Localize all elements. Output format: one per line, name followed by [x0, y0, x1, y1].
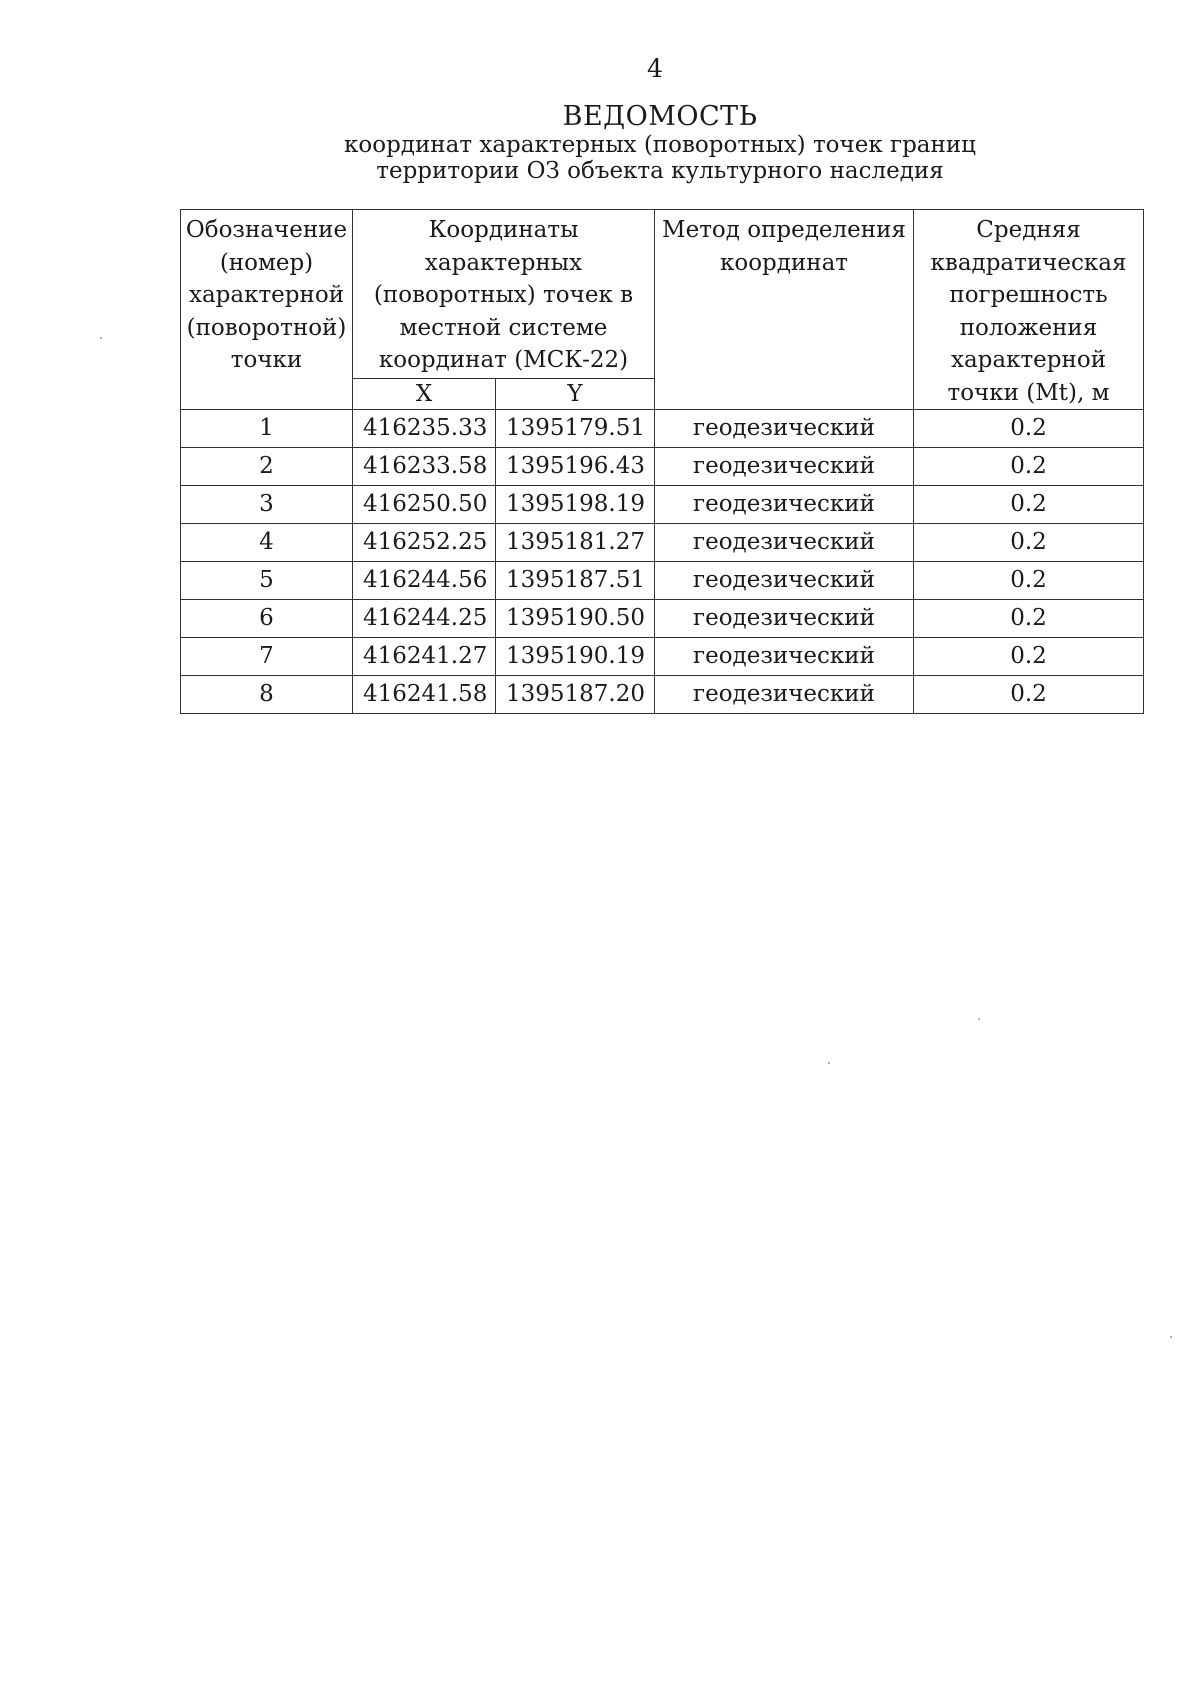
document-subtitle-line-1: координат характерных (поворотных) точек границ [344, 132, 976, 158]
cell-accuracy: 0.2 [914, 410, 1144, 448]
cell-point: 6 [181, 600, 353, 638]
header-point-designation: Обозначение (номер) характерной (поворотной) точки [181, 210, 353, 410]
header-accuracy: Средняя квадратическая погрешность положения характерной точки (Mt), м [914, 210, 1144, 410]
cell-y: 1395190.50 [496, 600, 655, 638]
cell-point: 8 [181, 676, 353, 714]
cell-y: 1395179.51 [496, 410, 655, 448]
title-block [300, 102, 1020, 184]
cell-point: 2 [181, 448, 353, 486]
cell-x: 416233.58 [353, 448, 496, 486]
cell-y: 1395181.27 [496, 524, 655, 562]
scan-speck [100, 337, 102, 339]
table-row [181, 676, 1144, 714]
table-row [181, 524, 1144, 562]
cell-accuracy: 0.2 [914, 448, 1144, 486]
cell-x: 416244.56 [353, 562, 496, 600]
cell-y: 1395198.19 [496, 486, 655, 524]
cell-y: 1395187.20 [496, 676, 655, 714]
cell-method: геодезический [655, 524, 914, 562]
scan-speck [978, 1018, 980, 1020]
cell-method: геодезический [655, 448, 914, 486]
cell-x: 416250.50 [353, 486, 496, 524]
cell-accuracy: 0.2 [914, 638, 1144, 676]
cell-point: 5 [181, 562, 353, 600]
header-x: X [353, 378, 496, 409]
cell-accuracy: 0.2 [914, 486, 1144, 524]
header-method: Метод определения координат [655, 210, 914, 410]
cell-accuracy: 0.2 [914, 562, 1144, 600]
coordinates-table [180, 209, 1144, 714]
cell-y: 1395187.51 [496, 562, 655, 600]
cell-point: 7 [181, 638, 353, 676]
cell-method: геодезический [655, 638, 914, 676]
cell-x: 416252.25 [353, 524, 496, 562]
table-row [181, 638, 1144, 676]
cell-method: геодезический [655, 600, 914, 638]
table-row [181, 410, 1144, 448]
scan-speck [828, 1062, 830, 1064]
cell-x: 416241.27 [353, 638, 496, 676]
cell-x: 416244.25 [353, 600, 496, 638]
document-title: ВЕДОМОСТЬ [562, 101, 758, 132]
cell-method: геодезический [655, 676, 914, 714]
scan-speck [1170, 1336, 1172, 1338]
header-coordinates: Координаты характерных (поворотных) точек в местной системе координат (МСК-22) [353, 210, 655, 379]
header-y: Y [496, 378, 655, 409]
cell-method: геодезический [655, 562, 914, 600]
cell-method: геодезический [655, 486, 914, 524]
table-body [181, 410, 1144, 714]
cell-x: 416235.33 [353, 410, 496, 448]
cell-accuracy: 0.2 [914, 600, 1144, 638]
document-subtitle-line-2: территории ОЗ объекта культурного наследия [376, 158, 944, 184]
cell-method: геодезический [655, 410, 914, 448]
cell-point: 3 [181, 486, 353, 524]
page-number: 4 [647, 54, 663, 83]
table-row [181, 600, 1144, 638]
table-row [181, 486, 1144, 524]
cell-point: 1 [181, 410, 353, 448]
cell-accuracy: 0.2 [914, 676, 1144, 714]
cell-y: 1395190.19 [496, 638, 655, 676]
cell-y: 1395196.43 [496, 448, 655, 486]
cell-point: 4 [181, 524, 353, 562]
table-row [181, 448, 1144, 486]
cell-accuracy: 0.2 [914, 524, 1144, 562]
cell-x: 416241.58 [353, 676, 496, 714]
table-row [181, 562, 1144, 600]
